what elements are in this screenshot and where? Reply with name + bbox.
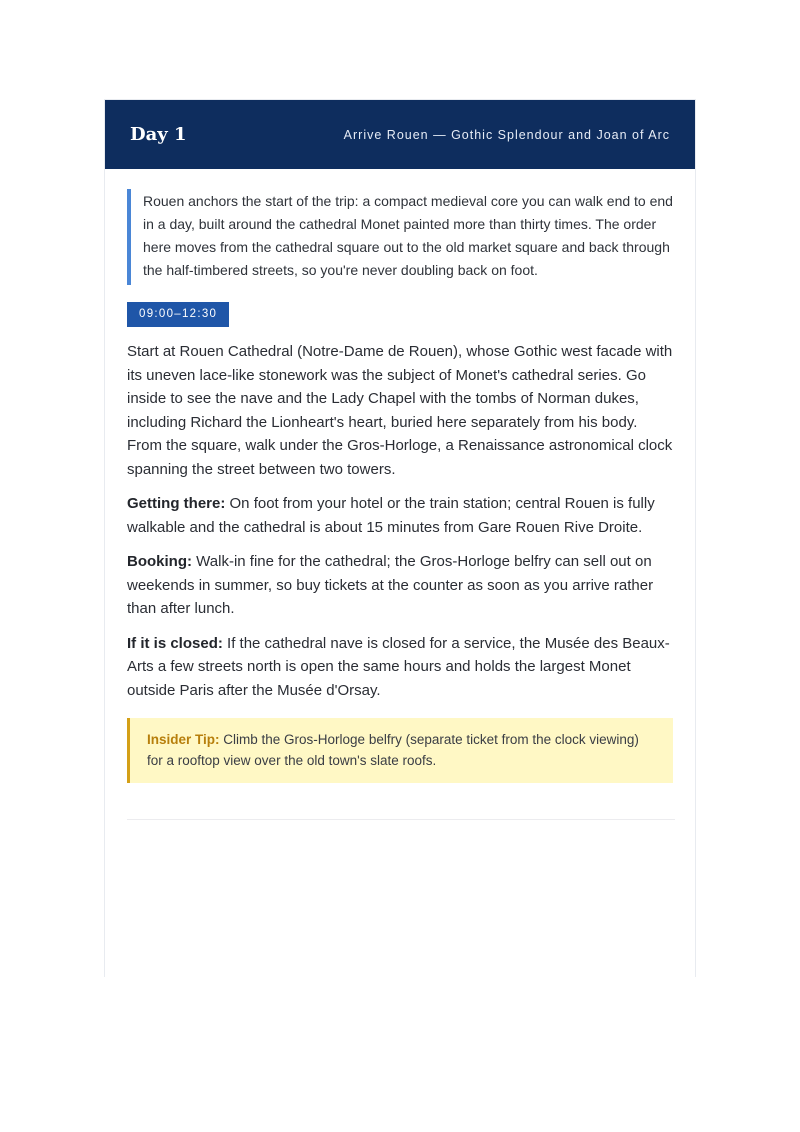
- day-card: [104, 99, 696, 977]
- section-divider: [127, 819, 675, 820]
- intro-blockquote: Rouen anchors the start of the trip: a compact medieval core you can walk end to end in a day, built around the cathedral Monet painted more than thirty times. The order here moves from the cathedral square out to the old market square and back through the half-timbered streets, so you're never doubling back on foot.: [127, 189, 673, 285]
- day-body: [105, 169, 695, 820]
- if-closed-text: If the cathedral nave is closed for a service, the Musée des Beaux-Arts a few streets north is open the same hours and holds the largest Monet outside Paris after the Musée d'Orsay.: [127, 634, 670, 699]
- activity-description: Start at Rouen Cathedral (Notre-Dame de Rouen), whose Gothic west facade with its uneven lace-like stonework was the subject of Monet's cathedral series. Go inside to see the nave and the Lady Chapel with the tombs of Norman dukes, including Richard the Lionheart's heart, buried here separately from his body. From the square, walk under the Gros-Horloge, a Renaissance astronomical clock spanning the street between two towers.: [127, 343, 673, 478]
- booking-label: Booking:: [127, 553, 192, 570]
- insider-tip-box: [127, 718, 673, 783]
- day-subtitle: Arrive Rouen — Gothic Splendour and Joan of Arc: [343, 127, 670, 142]
- day-title: Day 1: [130, 124, 187, 145]
- time-slot-badge: 09:00–12:30: [127, 302, 229, 327]
- getting-there-paragraph: [127, 492, 673, 539]
- booking-paragraph: [127, 550, 673, 621]
- day-header: [105, 100, 695, 169]
- booking-text: Walk-in fine for the cathedral; the Gros-Horloge belfry can sell out on weekends in summer, so buy tickets at the counter as soon as you arrive rather than after lunch.: [127, 553, 654, 617]
- getting-there-label: Getting there:: [127, 495, 226, 512]
- getting-there-text: On foot from your hotel or the train station; central Rouen is fully walkable and the cathedral is about 15 minutes from Gare Rouen Rive Droite.: [127, 495, 655, 536]
- insider-tip-label: Insider Tip:: [147, 732, 220, 747]
- insider-tip-text: Climb the Gros-Horloge belfry (separate ticket from the clock viewing) for a rooftop view over the old town's slate roofs.: [147, 732, 639, 768]
- if-closed-label: If it is closed:: [127, 634, 223, 652]
- if-closed-paragraph: [127, 632, 673, 703]
